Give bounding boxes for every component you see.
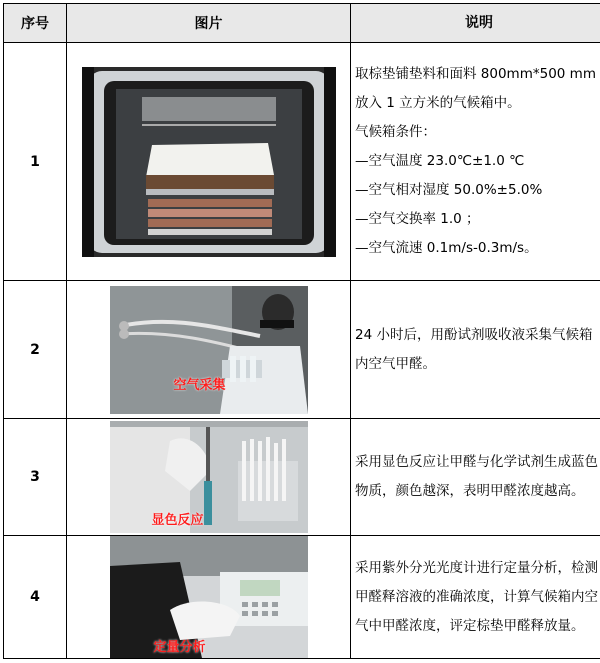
description-line: 取棕垫铺垫料和面料 800mm*500 mm xyxy=(355,66,596,82)
row-index: 1 xyxy=(4,43,67,281)
header-row xyxy=(4,4,600,43)
description-line: 采用紫外分光光度计进行定量分析，检测甲醛释溶液的准确浓度，计算气候箱内空气中甲醛浓度，评定棕垫甲醛释放量。 xyxy=(355,559,598,634)
row-description xyxy=(351,419,600,536)
description-line: 24 小时后，用酚试剂吸收液采集气候箱内空气甲醛。 xyxy=(355,326,593,372)
row-image-cell xyxy=(67,419,351,536)
color-reaction-photo xyxy=(110,421,308,533)
row-description xyxy=(351,281,600,419)
table-row xyxy=(4,419,600,536)
table-row xyxy=(4,43,600,281)
row-image-cell xyxy=(67,536,351,659)
description-line: —空气交换率 1.0 ； xyxy=(355,211,480,227)
row-image-cell xyxy=(67,281,351,419)
description-line: —空气相对湿度 50.0%±5.0% xyxy=(355,182,543,198)
description-line: 采用显色反应让甲醛与化学试剂生成蓝色物质，颜色越深，表明甲醛浓度越高。 xyxy=(355,454,598,499)
photo-caption: 定量分析 xyxy=(153,640,206,655)
description-line: —空气温度 23.0℃±1.0 ℃ xyxy=(355,153,525,169)
row-index: 2 xyxy=(4,281,67,419)
photo-caption: 显色反应 xyxy=(151,513,204,528)
description-line: —空气流速 0.1m/s-0.3m/s。 xyxy=(355,240,538,256)
header-description: 说明 xyxy=(351,4,600,43)
description-line: 放入 1 立方米的气候箱中。 xyxy=(355,95,521,111)
photo-caption: 空气采集 xyxy=(173,377,226,393)
row-description xyxy=(351,536,600,659)
row-image-cell xyxy=(67,43,351,281)
spectrophotometer-photo xyxy=(110,536,308,658)
procedure-table xyxy=(3,3,600,659)
row-index: 4 xyxy=(4,536,67,659)
air-sampling-photo xyxy=(110,286,308,414)
document xyxy=(3,3,596,660)
row-description xyxy=(351,43,600,281)
climate-chamber-photo xyxy=(82,67,336,257)
header-index: 序号 xyxy=(4,4,67,43)
table-row xyxy=(4,281,600,419)
row-index: 3 xyxy=(4,419,67,536)
header-image: 图片 xyxy=(67,4,351,43)
description-line: 气候箱条件： xyxy=(355,124,436,140)
table-row xyxy=(4,536,600,659)
